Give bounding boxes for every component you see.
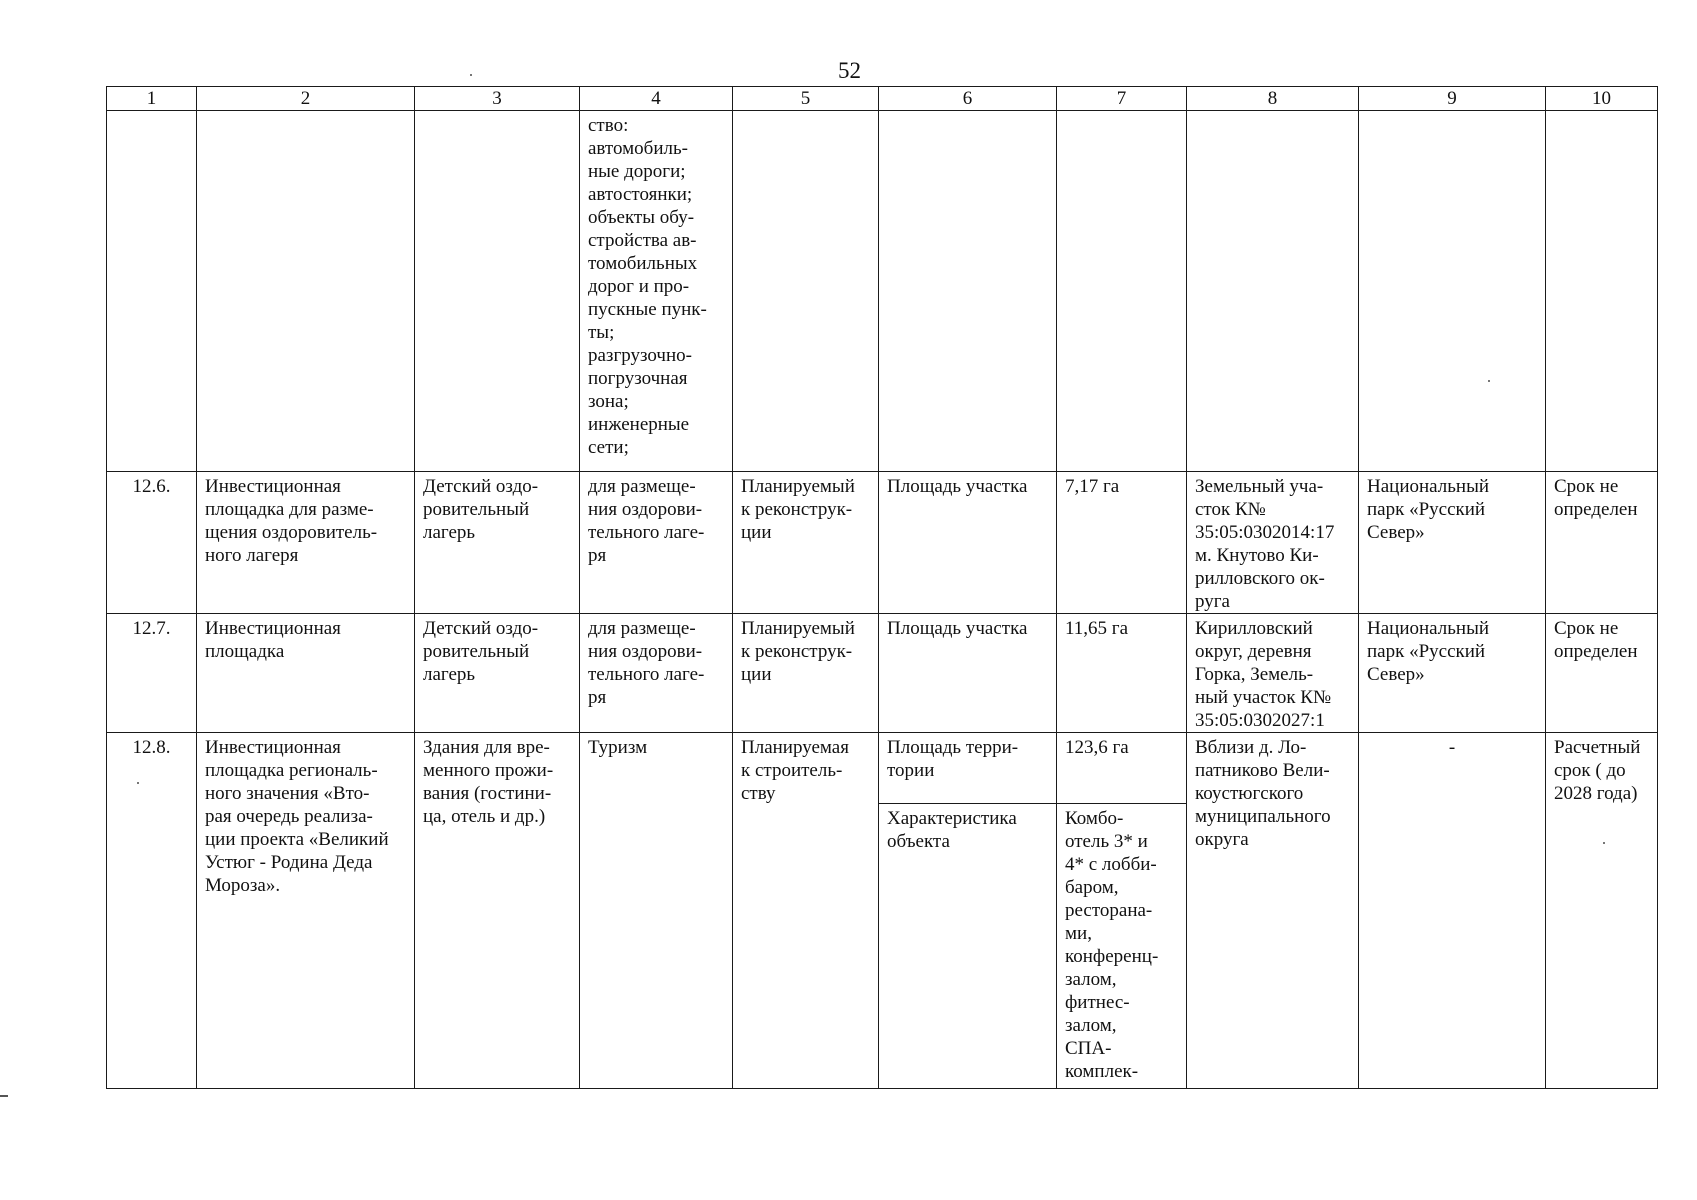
- column-header: 5: [733, 87, 879, 111]
- column-header: 1: [107, 87, 197, 111]
- column-header: 10: [1546, 87, 1658, 111]
- planning-table: [106, 86, 1658, 1089]
- purpose-cell: ство: автомобиль- ные дороги; автостоянки; объекты обу- стройства ав- томобильных дорог и про- пускные пунк- ты; разгрузочно- погрузочная зона; инженерные сети;: [580, 111, 733, 472]
- scan-speck: [470, 74, 472, 76]
- scan-edge-mark: [0, 1095, 8, 1097]
- status-cell: Планируемый к реконструк- ции: [733, 472, 879, 614]
- row-number: 12.7.: [107, 614, 197, 733]
- table-row: [107, 472, 1658, 614]
- term-cell: Срок не определен: [1546, 614, 1658, 733]
- table-cell: [1546, 111, 1658, 472]
- scan-speck: [137, 782, 139, 784]
- table-cell: [1359, 111, 1546, 472]
- table-cell: [879, 111, 1057, 472]
- column-number-header-row: [107, 87, 1658, 111]
- location-cell: Земельный уча- сток К№ 35:05:0302014:17 м. Кнутово Ки- рилловского ок- руга: [1187, 472, 1359, 614]
- column-header: 2: [197, 87, 415, 111]
- object-cell: Детский оздо- ровительный лагерь: [415, 472, 580, 614]
- table-cell: [1057, 111, 1187, 472]
- parameter-cell: Площадь терри- тории: [879, 733, 1057, 804]
- value-cell: 123,6 га: [1057, 733, 1187, 804]
- location-cell: Вблизи д. Ло- патниково Вели- коустюгского муниципального округа: [1187, 733, 1359, 1089]
- site-name-cell: Инвестиционная площадка региональ- ного значения «Вто- рая очередь реализа- ции проекта «Великий Устюг - Родина Деда Мороза».: [197, 733, 415, 1089]
- purpose-cell: Туризм: [580, 733, 733, 1089]
- table-cell: [197, 111, 415, 472]
- zone-cell: -: [1359, 733, 1546, 1089]
- purpose-cell: для размеще- ния оздорови- тельного лаге- ря: [580, 614, 733, 733]
- table-cell: [107, 111, 197, 472]
- column-header: 9: [1359, 87, 1546, 111]
- row-number: 12.6.: [107, 472, 197, 614]
- value-cell: Комбо- отель 3* и 4* с лобби- баром, ресторана- ми, конференц- залом, фитнес- залом, СПА- комплек-: [1057, 804, 1187, 1089]
- zone-cell: Национальный парк «Русский Север»: [1359, 614, 1546, 733]
- parameter-cell: Площадь участка: [879, 472, 1057, 614]
- status-cell: Планируемый к реконструк- ции: [733, 614, 879, 733]
- continuation-row: [107, 111, 1658, 472]
- parameter-cell: Площадь участка: [879, 614, 1057, 733]
- column-header: 4: [580, 87, 733, 111]
- zone-cell: Национальный парк «Русский Север»: [1359, 472, 1546, 614]
- site-name-cell: Инвестиционная площадка: [197, 614, 415, 733]
- value-cell: 11,65 га: [1057, 614, 1187, 733]
- site-name-cell: Инвестиционная площадка для разме- щения оздоровитель- ного лагеря: [197, 472, 415, 614]
- table-row: [107, 733, 1658, 804]
- column-header: 6: [879, 87, 1057, 111]
- table-cell: [733, 111, 879, 472]
- column-header: 7: [1057, 87, 1187, 111]
- object-cell: Здания для вре- менного прожи- вания (гостини- ца, отель и др.): [415, 733, 580, 1089]
- page-number: 52: [838, 58, 861, 83]
- table-cell: [415, 111, 580, 472]
- column-header: 3: [415, 87, 580, 111]
- location-cell: Кирилловский округ, деревня Горка, Земель- ный участок К№ 35:05:0302027:1: [1187, 614, 1359, 733]
- term-cell: Расчетный срок ( до 2028 года): [1546, 733, 1658, 1089]
- scan-speck: [1603, 842, 1605, 844]
- term-cell: Срок не определен: [1546, 472, 1658, 614]
- table-cell: [1187, 111, 1359, 472]
- object-cell: Детский оздо- ровительный лагерь: [415, 614, 580, 733]
- scan-speck: [1488, 380, 1490, 382]
- purpose-cell: для размеще- ния оздорови- тельного лаге- ря: [580, 472, 733, 614]
- row-number: 12.8.: [107, 733, 197, 1089]
- table-row: [107, 614, 1658, 733]
- value-cell: 7,17 га: [1057, 472, 1187, 614]
- parameter-cell: Характеристика объекта: [879, 804, 1057, 1089]
- column-header: 8: [1187, 87, 1359, 111]
- status-cell: Планируемая к строитель- ству: [733, 733, 879, 1089]
